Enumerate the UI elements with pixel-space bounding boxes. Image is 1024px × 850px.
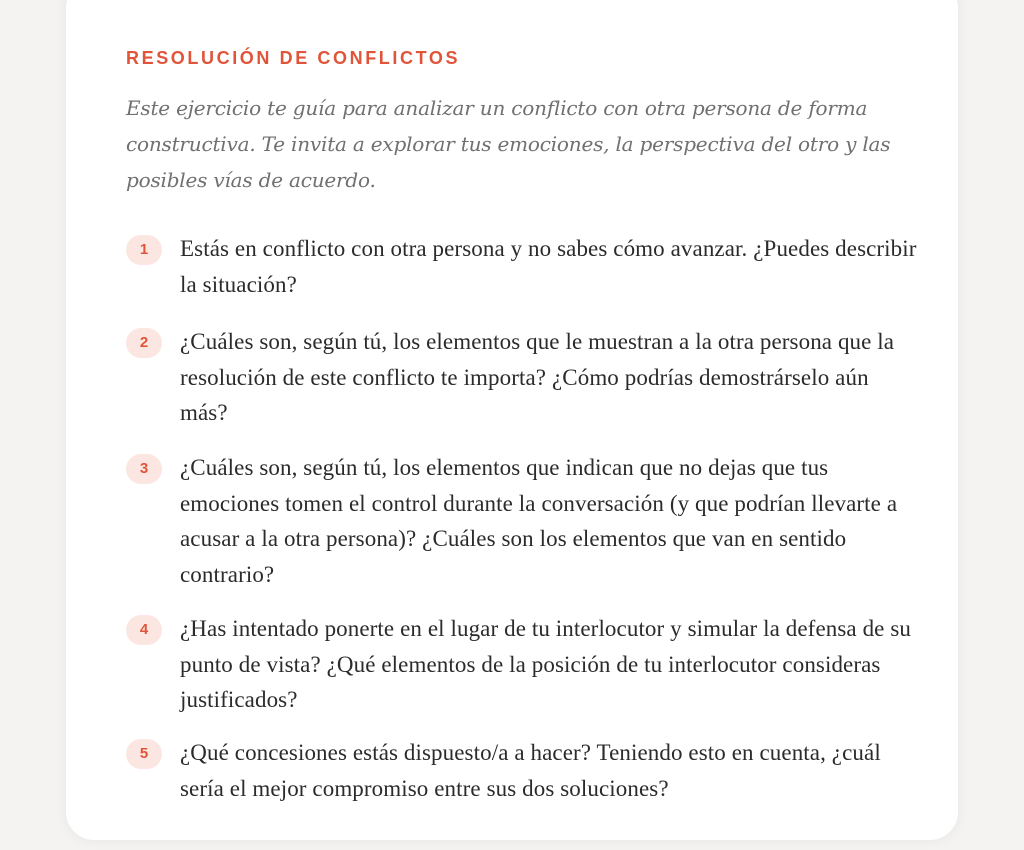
question-text: Estás en conflicto con otra persona y no sabes cómo avanzar. ¿Puedes describir la situación? <box>180 236 917 297</box>
question-number-badge: 1 <box>126 235 162 265</box>
question-number-badge: 2 <box>126 328 162 358</box>
exercise-intro: Este ejercicio te guía para analizar un conflicto con otra persona de forma constructiva. Te invita a explorar tus emociones, la perspectiva del otro y las posibles vías de acuerdo. <box>126 96 891 192</box>
question-text: ¿Cuáles son, según tú, los elementos que le muestran a la otra persona que la resolución de este conflicto te importa? ¿Cómo podrías demostrárselo aún más? <box>180 329 895 425</box>
question-text: ¿Qué concesiones estás dispuesto/a a hacer? Teniendo esto en cuenta, ¿cuál sería el mejor compromiso entre sus dos soluciones? <box>180 740 881 801</box>
question-text: ¿Cuáles son, según tú, los elementos que indican que no dejas que tus emociones tomen el control durante la conversación (y que podrían llevarte a acusar a la otra persona)? ¿Cuáles son los elementos que van en sentido contrario? <box>180 455 898 587</box>
exercise-title: RESOLUCIÓN DE CONFLICTOS <box>126 48 461 68</box>
question-number-badge: 4 <box>126 615 162 645</box>
question-number-badge: 3 <box>126 454 162 484</box>
question-text: ¿Has intentado ponerte en el lugar de tu interlocutor y simular la defensa de su punto de vista? ¿Qué elementos de la posición de tu interlocutor consideras justificados? <box>180 616 911 712</box>
question-number-badge: 5 <box>126 739 162 769</box>
